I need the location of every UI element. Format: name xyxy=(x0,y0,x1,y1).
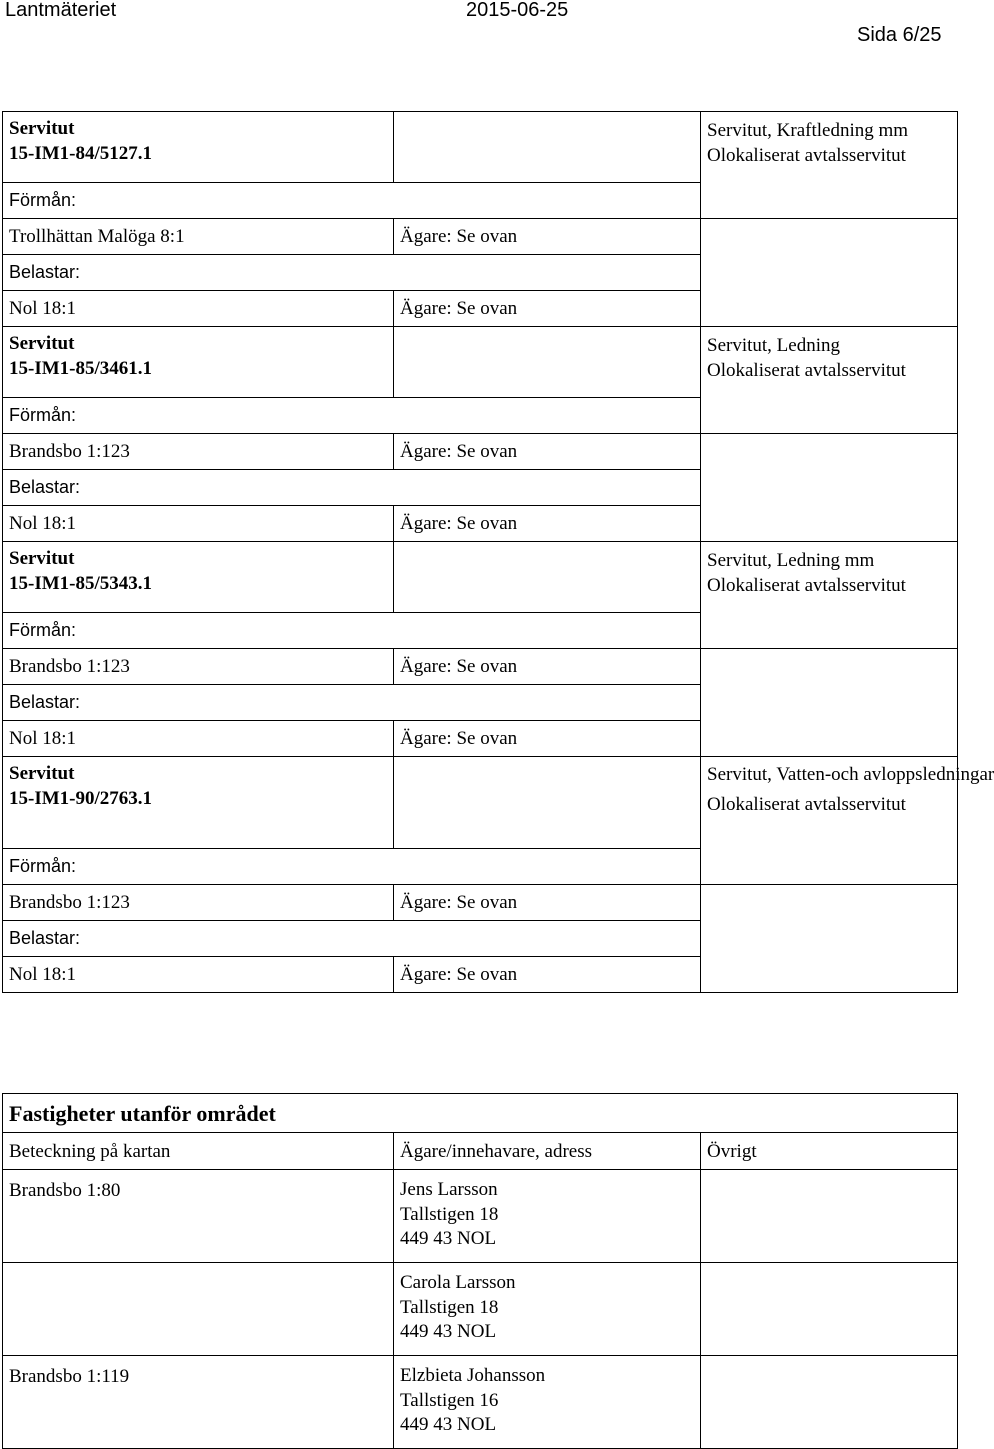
owner-line: 449 43 NOL xyxy=(400,1228,497,1249)
owner-address xyxy=(394,1170,701,1263)
section-title: Fastigheter utanför området xyxy=(3,1094,958,1133)
belastar-owner: Ägare: Se ovan xyxy=(394,957,701,993)
forman-owner: Ägare: Se ovan xyxy=(394,219,701,255)
servitut-description xyxy=(701,112,958,219)
servitut-id: 15-IM1-84/5127.1 xyxy=(9,143,153,164)
owner-line: 449 43 NOL xyxy=(400,1414,497,1435)
column-header: Ägare/innehavare, adress xyxy=(394,1133,701,1170)
servitut-id-cell xyxy=(3,757,394,849)
servitut-type: Servitut xyxy=(9,333,75,354)
other-cell xyxy=(701,1356,958,1449)
servitut-description-line: Olokaliserat avtalsservitut xyxy=(707,145,906,166)
forman-owner: Ägare: Se ovan xyxy=(394,434,701,470)
servitut-description xyxy=(701,757,994,885)
servitut-description-line: Servitut, Kraftledning mm xyxy=(707,120,909,141)
empty-cell xyxy=(394,542,701,613)
belastar-property: Nol 18:1 xyxy=(3,291,394,327)
empty-cell xyxy=(701,885,958,993)
other-cell xyxy=(701,1263,958,1356)
servitut-description-line: Olokaliserat avtalsservitut xyxy=(707,575,906,596)
owner-line: Jens Larsson xyxy=(400,1179,498,1200)
servitut-header-row xyxy=(3,327,958,398)
table-row xyxy=(3,1263,958,1356)
owner-line: Tallstigen 16 xyxy=(400,1389,499,1411)
servitut-id: 15-IM1-85/5343.1 xyxy=(9,573,153,594)
outside-properties-table xyxy=(2,1093,958,1449)
empty-cell xyxy=(701,649,958,757)
servitut-table xyxy=(2,111,994,993)
forman-owner: Ägare: Se ovan xyxy=(394,885,701,921)
belastar-label: Belastar: xyxy=(3,685,701,721)
forman-label: Förmån: xyxy=(3,613,701,649)
forman-label: Förmån: xyxy=(3,849,701,885)
servitut-description-line: Servitut, Ledning mm xyxy=(707,550,875,571)
other-cell xyxy=(701,1170,958,1263)
empty-cell xyxy=(394,327,701,398)
empty-cell xyxy=(701,434,958,542)
belastar-property: Nol 18:1 xyxy=(3,957,394,993)
column-header: Övrigt xyxy=(701,1133,958,1170)
servitut-description-line: Servitut, Vatten-och avloppsledningar xyxy=(707,764,994,785)
table-row xyxy=(3,1356,958,1449)
property-designation: Brandsbo 1:119 xyxy=(3,1356,394,1449)
header-org: Lantmäteriet xyxy=(5,0,117,21)
forman-property: Brandsbo 1:123 xyxy=(3,885,394,921)
belastar-owner: Ägare: Se ovan xyxy=(394,291,701,327)
servitut-description xyxy=(701,542,958,649)
servitut-id-cell xyxy=(3,112,394,183)
belastar-owner: Ägare: Se ovan xyxy=(394,721,701,757)
owner-line: Elzbieta Johansson xyxy=(400,1365,546,1386)
servitut-description-line: Olokaliserat avtalsservitut xyxy=(707,360,906,381)
owner-line: 449 43 NOL xyxy=(400,1321,497,1342)
servitut-header-row xyxy=(3,757,958,849)
header-date: 2015-06-25 xyxy=(466,0,569,21)
belastar-property: Nol 18:1 xyxy=(3,721,394,757)
owner-address xyxy=(394,1356,701,1449)
forman-property: Trollhättan Malöga 8:1 xyxy=(3,219,394,255)
owner-line: Tallstigen 18 xyxy=(400,1296,499,1318)
servitut-type: Servitut xyxy=(9,548,75,569)
servitut-id-cell xyxy=(3,327,394,398)
forman-label: Förmån: xyxy=(3,183,701,219)
forman-label: Förmån: xyxy=(3,398,701,434)
servitut-id: 15-IM1-85/3461.1 xyxy=(9,358,153,379)
empty-cell xyxy=(701,219,958,327)
servitut-header-row xyxy=(3,542,958,613)
servitut-description-line: Olokaliserat avtalsservitut xyxy=(707,794,906,815)
servitut-id: 15-IM1-90/2763.1 xyxy=(9,788,153,809)
belastar-property: Nol 18:1 xyxy=(3,506,394,542)
servitut-header-row xyxy=(3,112,958,183)
servitut-type: Servitut xyxy=(9,118,75,139)
servitut-description xyxy=(701,327,958,434)
forman-property: Brandsbo 1:123 xyxy=(3,649,394,685)
forman-owner: Ägare: Se ovan xyxy=(394,649,701,685)
forman-property: Brandsbo 1:123 xyxy=(3,434,394,470)
property-designation xyxy=(3,1263,394,1356)
belastar-label: Belastar: xyxy=(3,921,701,957)
column-header: Beteckning på kartan xyxy=(3,1133,394,1170)
belastar-label: Belastar: xyxy=(3,255,701,291)
servitut-description-line: Servitut, Ledning xyxy=(707,335,840,356)
owner-line: Carola Larsson xyxy=(400,1272,516,1293)
servitut-type: Servitut xyxy=(9,763,75,784)
table-row xyxy=(3,1170,958,1263)
servitut-id-cell xyxy=(3,542,394,613)
property-designation: Brandsbo 1:80 xyxy=(3,1170,394,1263)
header-page-number: Sida 6/25 xyxy=(857,24,942,46)
owner-address xyxy=(394,1263,701,1356)
belastar-label: Belastar: xyxy=(3,470,701,506)
empty-cell xyxy=(394,757,701,849)
owner-line: Tallstigen 18 xyxy=(400,1203,499,1225)
belastar-owner: Ägare: Se ovan xyxy=(394,506,701,542)
empty-cell xyxy=(394,112,701,183)
